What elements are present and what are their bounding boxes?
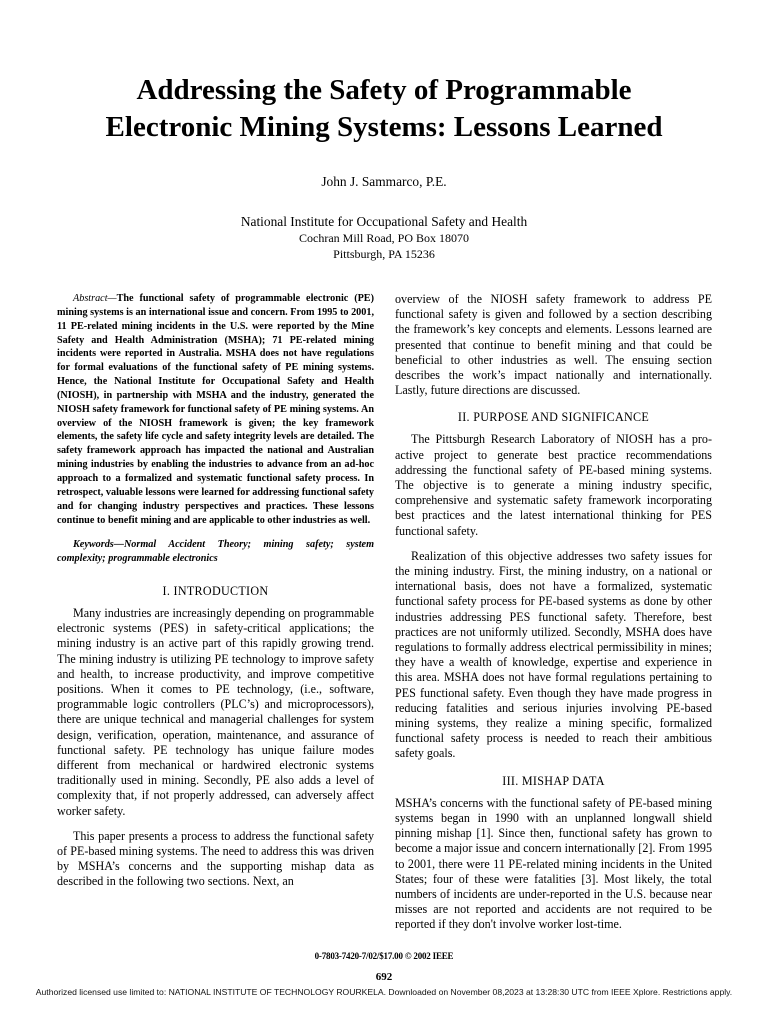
page-number: 692 xyxy=(375,971,393,983)
title-line-1: Addressing the Safety of Programmable xyxy=(136,74,632,106)
author-name: John J. Sammarco, P.E. xyxy=(321,174,447,189)
title-line-2: Electronic Mining Systems: Lessons Learned xyxy=(105,111,663,143)
copyright-line: 0-7803-7420-7/02/$17.00 © 2002 IEEE xyxy=(314,951,454,961)
keywords xyxy=(57,538,374,566)
purpose-paragraph-2: Realization of this objective addresses two safety issues for the mining industry. First, the mining industry, on a national or international basis, does not have a formalized, systematic functional safety process for PE-based systems as done by other industries addressing PES functional safety. Therefore, best practices are not uniformly utilized. Secondly, MSHA does have regulations to formally address electrical permissibility in mines; they have a wealth of knowledge, expertise and experience in this area. MSHA does not have formal regulations pertaining to PES functional safety. Even though they have made progress in reducing fatalities and serious injuries involving PE-based mining systems, they realize a mining specific, formalized functional safety process is needed to reach their ambitious safety goals. xyxy=(395,548,712,761)
abstract-lead: Abstract xyxy=(73,293,108,304)
section-heading-purpose: II. PURPOSE AND SIGNIFICANCE xyxy=(457,410,650,425)
affiliation-org: National Institute for Occupational Safety and Health xyxy=(240,214,528,229)
intro-paragraph-1: Many industries are increasingly depending on programmable electronic systems (PES) in safety-critical applications; the mining industry is an active part of this rapidly growing trend. The mining industry is utilizing PE technology to improve safety and health, to increase productivity, and improve competitive positions. When it comes to PE technology, (i.e., software, programmable logic controllers (PLC’s) and microprocessors), there are unique technical and managerial challenges for system design, verification, operation, maintenance, and assurance of functional safety. PE technology has unique failure modes different from mechanical or hardwired electronic systems traditionally used in mining. Secondly, PE also adds a level of complexity that, if not properly addressed, can adversely affect worker safety. xyxy=(57,606,374,818)
affiliation-address-2: Pittsburgh, PA 15236 xyxy=(333,247,435,261)
abstract-text: The functional safety of programmable electronic (PE) mining systems is an international issue and concern. From 1995 to 2001, 11 PE-related mining incidents in the U.S. were reported by the Mine Safety and Health Administration (MSHA); 71 PE-related mining incidents were reported in Australia. MSHA does not have regulations for formal evaluations of the functional safety of PE mining systems. Hence, the National Institute for Occupational Safety and Health (NIOSH), in partnership with MSHA and the industry, generated the NIOSH safety framework for functional safety of PE mining systems. An overview of the NIOSH framework is given; the key framework elements, the safety life cycle and safety integrity levels are detailed. The safety framework approach has impacted the national and Australian mining industries by enabling the industries to advance from an ad-hoc approach to a formalized and systematic functional safety process. In retrospect, valuable lessons were learned for addressing functional safety and for changing industry perspectives and practices. These lessons continue to benefit mining and are applicable to other industries as well. xyxy=(57,293,374,526)
section-heading-introduction: I. INTRODUCTION xyxy=(162,584,269,599)
paper-title xyxy=(40,72,728,146)
author-affiliation xyxy=(0,214,768,262)
section-heading-mishap-data: III. MISHAP DATA xyxy=(502,773,605,788)
keywords-lead: Keywords xyxy=(73,539,114,551)
abstract-dash: — xyxy=(107,293,117,304)
affiliation-address-1: Cochran Mill Road, PO Box 18070 xyxy=(299,231,469,245)
intro-paragraph-2: This paper presents a process to address the functional safety of PE-based mining systems. The need to address this was driven by MSHA’s concerns and the supporting mishap data as described in the following two sections. Next, an xyxy=(57,828,374,889)
intro-paragraph-2-continued: overview of the NIOSH safety framework to address PE functional safety is given and followed by a section describing the framework’s key concepts and elements. Lessons learned are presented that continue to benefit mining and that could be beneficial to other industries as well. The ensuing section describes the work’s impact nationally and internationally. Lastly, future directions are discussed. xyxy=(395,292,712,398)
left-column xyxy=(57,292,374,890)
mishap-paragraph-1: MSHA’s concerns with the functional safety of PE-based mining systems began in 1990 with an unplanned longwall shield pinning mishap [1]. Since then, functional safety has grown to become a major issue and concern internationally [2]. From 1995 to 2001, there were 11 PE-related mining incidents in the United States; four of these were fatalities [3]. Most likely, the total numbers of incidents are under-reported in the U.S. because near misses are not reported and accidents are not required to be reported if they don't involve worker lost-time. xyxy=(395,795,712,932)
license-notice: Authorized licensed use limited to: NATIONAL INSTITUTE OF TECHNOLOGY ROURKELA. Downloaded on November 08,2023 at 13:28:30 UTC from IEEE Xplore. Restrictions apply. xyxy=(35,987,733,997)
right-column xyxy=(395,292,712,933)
abstract xyxy=(57,292,374,527)
purpose-paragraph-1: The Pittsburgh Research Laboratory of NIOSH has a pro-active project to generate best practice recommendations addressing the functional safety of PE-based mining systems. The objective is to generate a mining industry specific, comprehensive and systematic safety framework incorporating best practices and the latest international thinking for PES functional safety. xyxy=(395,432,712,538)
keywords-dash: — xyxy=(113,539,124,551)
keywords-text: Normal Accident Theory; mining safety; system complexity; programmable electronics xyxy=(57,539,374,565)
